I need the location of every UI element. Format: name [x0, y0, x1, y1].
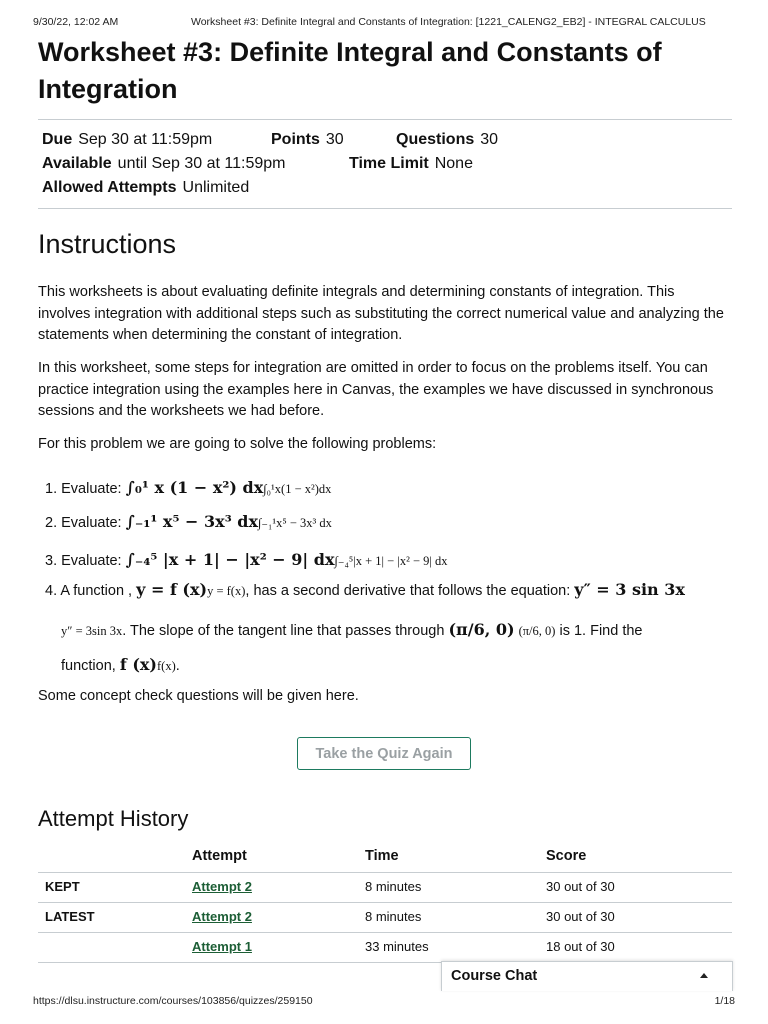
- attempt-link[interactable]: Attempt 2: [192, 909, 252, 924]
- attempt-time: 8 minutes: [365, 909, 422, 924]
- table-row: [38, 872, 732, 903]
- problem-item: 3. Evaluate: ∫₋₄⁵ |x + 1| − |x² − 9| dx∫₋₄⁵|x + 1| − |x² − 9| dx: [45, 550, 448, 569]
- column-header: Score: [546, 848, 587, 864]
- table-row: [38, 932, 732, 963]
- column-header: Attempt: [192, 848, 247, 864]
- attempt-time: 33 minutes: [365, 939, 429, 954]
- table-header-row: [38, 842, 732, 873]
- problem-item: 4. A function , y = f (x)y = f(x), has a second derivative that follows the equation: y″ = 3 sin 3x: [45, 580, 685, 599]
- points-detail: Points 30: [271, 131, 344, 148]
- integral-alt-text: ∫₋₄⁵|x + 1| − |x² − 9| dx: [334, 554, 448, 568]
- problem-item: 1. Evaluate: ∫₀¹ x (1 − x²) dx∫₀¹x(1 − x²)dx: [45, 478, 332, 497]
- print-date: 9/30/22, 12:02 AM: [33, 16, 119, 28]
- integral-expression: ∫₋₄⁵ |x + 1| − |x² − 9| dx: [125, 550, 335, 569]
- page-title: Worksheet #3: Definite Integral and Constants of Integration: [38, 37, 662, 105]
- instructions-paragraph: This worksheets is about evaluating definite integrals and determining constants of integration. This involves integration with additional steps such as substituting the correct numerical value and analyzing the statements when determining the constant of integration.: [38, 284, 724, 343]
- due-detail: Due Sep 30 at 11:59pm: [42, 131, 213, 148]
- attempt-time: 8 minutes: [365, 879, 422, 894]
- problem-item-continued: y″ = 3sin 3x. The slope of the tangent line that passes through (π/6, 0) (π/6, 0) is 1. Find the: [61, 620, 643, 639]
- column-header: Time: [365, 848, 399, 864]
- divider: [38, 208, 732, 209]
- divider: [38, 119, 732, 120]
- allowed-attempts-detail: Allowed Attempts Unlimited: [42, 179, 250, 196]
- integral-expression: ∫₀¹ x (1 − x²) dx: [125, 478, 264, 497]
- attempt-score: 18 out of 30: [546, 939, 615, 954]
- attempt-score: 30 out of 30: [546, 879, 615, 894]
- attempt-score: 30 out of 30: [546, 909, 615, 924]
- instructions-heading: Instructions: [38, 229, 177, 259]
- table-row: [38, 902, 732, 933]
- page-url: https://dlsu.instructure.com/courses/103856/quizzes/259150: [33, 995, 313, 1007]
- print-title: Worksheet #3: Definite Integral and Constants of Integration: [1221_CALENG2_EB2] - INTEGRAL CALCULUS: [191, 16, 706, 28]
- time-limit-detail: Time Limit None: [349, 155, 473, 172]
- instructions-paragraph: Some concept check questions will be given here.: [38, 688, 359, 704]
- instructions-paragraph: In this worksheet, some steps for integration are omitted in order to focus on the problems itself. You can practice integration using the examples here in Canvas, the examples we have discussed in synchronous sessions and the worksheets we had before.: [38, 360, 714, 419]
- questions-detail: Questions 30: [396, 131, 499, 148]
- attempt-tag: KEPT: [45, 879, 80, 894]
- course-chat-panel[interactable]: [441, 961, 733, 991]
- attempt-tag: LATEST: [45, 909, 95, 924]
- instructions-paragraph: For this problem we are going to solve the following problems:: [38, 436, 437, 452]
- integral-alt-text: ∫₀¹x(1 − x²)dx: [263, 482, 332, 496]
- problem-item: 2. Evaluate: ∫₋₁¹ x⁵ − 3x³ dx∫₋₁¹x⁵ − 3x³ dx: [45, 512, 332, 531]
- attempt-link[interactable]: Attempt 2: [192, 879, 252, 894]
- integral-expression: ∫₋₁¹ x⁵ − 3x³ dx: [125, 512, 258, 531]
- page-number: 1/18: [714, 995, 735, 1007]
- attempt-history-heading: Attempt History: [38, 806, 189, 831]
- problem-item-continued: function, f (x)f(x).: [61, 655, 180, 674]
- caret-up-icon[interactable]: [700, 973, 708, 978]
- attempt-link[interactable]: Attempt 1: [192, 939, 252, 954]
- integral-alt-text: ∫₋₁¹x⁵ − 3x³ dx: [258, 516, 332, 530]
- course-chat-label: Course Chat: [451, 968, 538, 984]
- take-quiz-again-button[interactable]: Take the Quiz Again: [297, 737, 471, 770]
- available-detail: Available until Sep 30 at 11:59pm: [42, 155, 286, 172]
